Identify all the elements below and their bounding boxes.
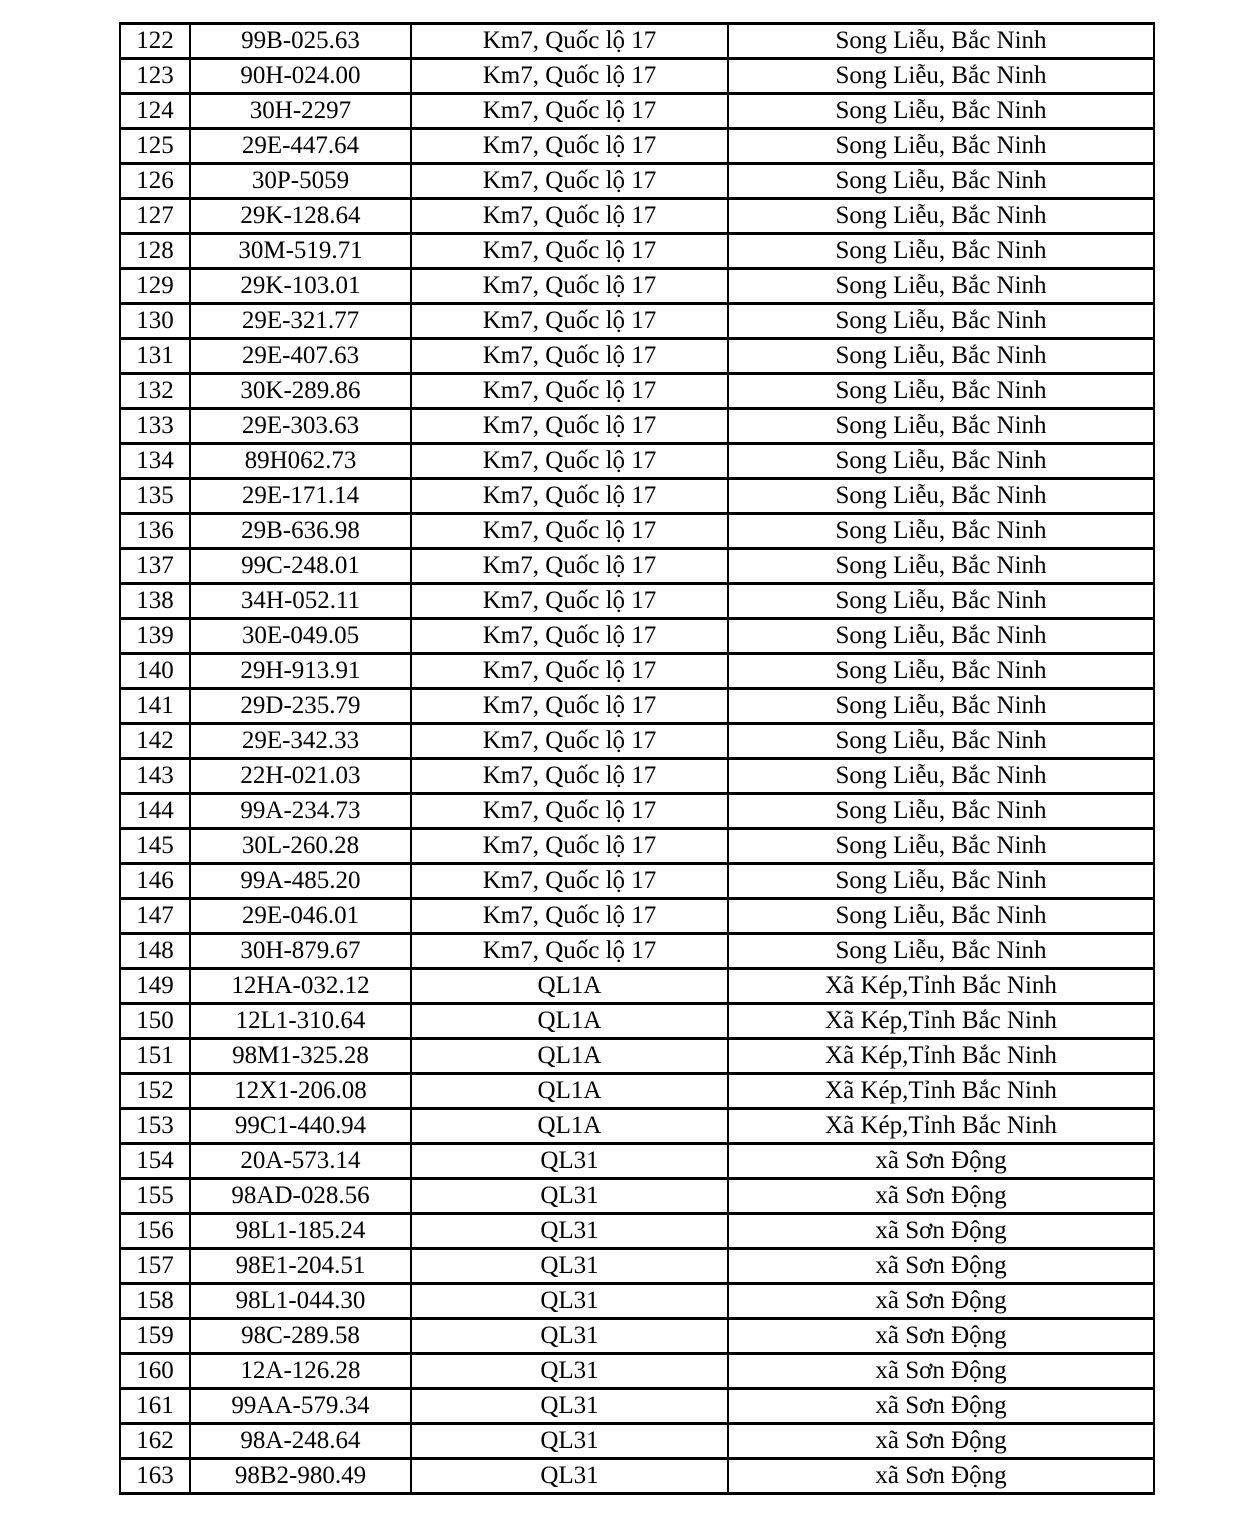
- table-row: [120, 1214, 1154, 1249]
- road-cell: Km7, Quốc lộ 17: [411, 584, 728, 619]
- road-cell: QL31: [411, 1144, 728, 1179]
- place-cell: xã Sơn Động: [728, 1284, 1154, 1319]
- road-cell: QL1A: [411, 969, 728, 1004]
- row-number-cell: 153: [120, 1109, 190, 1144]
- plate-cell: 29E-342.33: [190, 724, 411, 759]
- table-row: [120, 549, 1154, 584]
- place-cell: Song Liễu, Bắc Ninh: [728, 759, 1154, 794]
- plate-cell: 90H-024.00: [190, 59, 411, 94]
- place-cell: Song Liễu, Bắc Ninh: [728, 269, 1154, 304]
- row-number-cell: 132: [120, 374, 190, 409]
- plate-cell: 12L1-310.64: [190, 1004, 411, 1039]
- plate-cell: 99C-248.01: [190, 549, 411, 584]
- road-cell: Km7, Quốc lộ 17: [411, 479, 728, 514]
- plate-cell: 98L1-185.24: [190, 1214, 411, 1249]
- row-number-cell: 131: [120, 339, 190, 374]
- plate-cell: 29E-447.64: [190, 129, 411, 164]
- road-cell: QL31: [411, 1249, 728, 1284]
- road-cell: Km7, Quốc lộ 17: [411, 864, 728, 899]
- road-cell: QL1A: [411, 1109, 728, 1144]
- plate-cell: 99A-485.20: [190, 864, 411, 899]
- plate-cell: 29D-235.79: [190, 689, 411, 724]
- table-row: [120, 934, 1154, 969]
- place-cell: xã Sơn Động: [728, 1459, 1154, 1494]
- road-cell: Km7, Quốc lộ 17: [411, 724, 728, 759]
- plate-cell: 12A-126.28: [190, 1354, 411, 1389]
- table-row: [120, 199, 1154, 234]
- place-cell: Xã Kép,Tỉnh Bắc Ninh: [728, 1109, 1154, 1144]
- plate-cell: 34H-052.11: [190, 584, 411, 619]
- table-row: [120, 724, 1154, 759]
- table-row: [120, 1109, 1154, 1144]
- row-number-cell: 143: [120, 759, 190, 794]
- row-number-cell: 126: [120, 164, 190, 199]
- row-number-cell: 130: [120, 304, 190, 339]
- road-cell: QL1A: [411, 1074, 728, 1109]
- place-cell: Song Liễu, Bắc Ninh: [728, 654, 1154, 689]
- place-cell: Song Liễu, Bắc Ninh: [728, 129, 1154, 164]
- plate-cell: 30K-289.86: [190, 374, 411, 409]
- plate-cell: 99A-234.73: [190, 794, 411, 829]
- row-number-cell: 151: [120, 1039, 190, 1074]
- plate-cell: 98AD-028.56: [190, 1179, 411, 1214]
- plate-cell: 29K-128.64: [190, 199, 411, 234]
- row-number-cell: 125: [120, 129, 190, 164]
- place-cell: Song Liễu, Bắc Ninh: [728, 724, 1154, 759]
- place-cell: Song Liễu, Bắc Ninh: [728, 234, 1154, 269]
- road-cell: Km7, Quốc lộ 17: [411, 199, 728, 234]
- plate-cell: 98C-289.58: [190, 1319, 411, 1354]
- table-row: [120, 1074, 1154, 1109]
- place-cell: Song Liễu, Bắc Ninh: [728, 619, 1154, 654]
- table-row: [120, 584, 1154, 619]
- plate-cell: 29H-913.91: [190, 654, 411, 689]
- place-cell: xã Sơn Động: [728, 1319, 1154, 1354]
- row-number-cell: 137: [120, 549, 190, 584]
- table-row: [120, 689, 1154, 724]
- table-row: [120, 479, 1154, 514]
- table-row: [120, 829, 1154, 864]
- table-row: [120, 759, 1154, 794]
- row-number-cell: 142: [120, 724, 190, 759]
- table-body: [120, 24, 1154, 1494]
- plate-cell: 99B-025.63: [190, 24, 411, 59]
- plate-cell: 29E-171.14: [190, 479, 411, 514]
- place-cell: Xã Kép,Tỉnh Bắc Ninh: [728, 969, 1154, 1004]
- place-cell: Song Liễu, Bắc Ninh: [728, 549, 1154, 584]
- row-number-cell: 129: [120, 269, 190, 304]
- road-cell: QL31: [411, 1389, 728, 1424]
- plate-cell: 99AA-579.34: [190, 1389, 411, 1424]
- road-cell: QL1A: [411, 1004, 728, 1039]
- row-number-cell: 148: [120, 934, 190, 969]
- table-row: [120, 514, 1154, 549]
- plate-cell: 30P-5059: [190, 164, 411, 199]
- row-number-cell: 128: [120, 234, 190, 269]
- place-cell: xã Sơn Động: [728, 1214, 1154, 1249]
- place-cell: Song Liễu, Bắc Ninh: [728, 409, 1154, 444]
- plate-cell: 29E-303.63: [190, 409, 411, 444]
- row-number-cell: 147: [120, 899, 190, 934]
- table-row: [120, 619, 1154, 654]
- place-cell: Song Liễu, Bắc Ninh: [728, 479, 1154, 514]
- row-number-cell: 152: [120, 1074, 190, 1109]
- row-number-cell: 134: [120, 444, 190, 479]
- plate-cell: 29E-046.01: [190, 899, 411, 934]
- plate-cell: 30M-519.71: [190, 234, 411, 269]
- row-number-cell: 127: [120, 199, 190, 234]
- table-row: [120, 1424, 1154, 1459]
- place-cell: xã Sơn Động: [728, 1249, 1154, 1284]
- table-row: [120, 1354, 1154, 1389]
- place-cell: Xã Kép,Tỉnh Bắc Ninh: [728, 1039, 1154, 1074]
- row-number-cell: 157: [120, 1249, 190, 1284]
- table-row: [120, 304, 1154, 339]
- place-cell: Song Liễu, Bắc Ninh: [728, 584, 1154, 619]
- plate-cell: 98M1-325.28: [190, 1039, 411, 1074]
- place-cell: Xã Kép,Tỉnh Bắc Ninh: [728, 1074, 1154, 1109]
- road-cell: Km7, Quốc lộ 17: [411, 374, 728, 409]
- place-cell: xã Sơn Động: [728, 1354, 1154, 1389]
- road-cell: Km7, Quốc lộ 17: [411, 94, 728, 129]
- row-number-cell: 158: [120, 1284, 190, 1319]
- row-number-cell: 146: [120, 864, 190, 899]
- plate-cell: 29E-321.77: [190, 304, 411, 339]
- place-cell: xã Sơn Động: [728, 1389, 1154, 1424]
- road-cell: Km7, Quốc lộ 17: [411, 759, 728, 794]
- row-number-cell: 150: [120, 1004, 190, 1039]
- place-cell: Song Liễu, Bắc Ninh: [728, 24, 1154, 59]
- road-cell: Km7, Quốc lộ 17: [411, 339, 728, 374]
- row-number-cell: 144: [120, 794, 190, 829]
- place-cell: Song Liễu, Bắc Ninh: [728, 794, 1154, 829]
- table-row: [120, 864, 1154, 899]
- place-cell: Song Liễu, Bắc Ninh: [728, 94, 1154, 129]
- table-row: [120, 969, 1154, 1004]
- road-cell: Km7, Quốc lộ 17: [411, 689, 728, 724]
- table-row: [120, 1249, 1154, 1284]
- road-cell: Km7, Quốc lộ 17: [411, 129, 728, 164]
- place-cell: Song Liễu, Bắc Ninh: [728, 934, 1154, 969]
- road-cell: Km7, Quốc lộ 17: [411, 24, 728, 59]
- table-row: [120, 339, 1154, 374]
- road-cell: Km7, Quốc lộ 17: [411, 514, 728, 549]
- plate-cell: 30H-2297: [190, 94, 411, 129]
- plate-cell: 30E-049.05: [190, 619, 411, 654]
- table-row: [120, 409, 1154, 444]
- road-cell: Km7, Quốc lộ 17: [411, 164, 728, 199]
- plate-cell: 12X1-206.08: [190, 1074, 411, 1109]
- table-row: [120, 1004, 1154, 1039]
- row-number-cell: 133: [120, 409, 190, 444]
- row-number-cell: 123: [120, 59, 190, 94]
- road-cell: Km7, Quốc lộ 17: [411, 654, 728, 689]
- plate-cell: 20A-573.14: [190, 1144, 411, 1179]
- road-cell: QL31: [411, 1319, 728, 1354]
- plate-cell: 30L-260.28: [190, 829, 411, 864]
- row-number-cell: 162: [120, 1424, 190, 1459]
- row-number-cell: 163: [120, 1459, 190, 1494]
- row-number-cell: 160: [120, 1354, 190, 1389]
- road-cell: Km7, Quốc lộ 17: [411, 304, 728, 339]
- plate-cell: 12HA-032.12: [190, 969, 411, 1004]
- place-cell: Song Liễu, Bắc Ninh: [728, 339, 1154, 374]
- road-cell: Km7, Quốc lộ 17: [411, 409, 728, 444]
- road-cell: QL31: [411, 1214, 728, 1249]
- row-number-cell: 135: [120, 479, 190, 514]
- row-number-cell: 122: [120, 24, 190, 59]
- road-cell: Km7, Quốc lộ 17: [411, 444, 728, 479]
- row-number-cell: 138: [120, 584, 190, 619]
- road-cell: QL31: [411, 1179, 728, 1214]
- plate-cell: 29K-103.01: [190, 269, 411, 304]
- place-cell: xã Sơn Động: [728, 1424, 1154, 1459]
- road-cell: Km7, Quốc lộ 17: [411, 794, 728, 829]
- place-cell: xã Sơn Động: [728, 1179, 1154, 1214]
- vehicle-plate-table: [119, 22, 1155, 1495]
- row-number-cell: 140: [120, 654, 190, 689]
- road-cell: Km7, Quốc lộ 17: [411, 59, 728, 94]
- table-row: [120, 1144, 1154, 1179]
- row-number-cell: 161: [120, 1389, 190, 1424]
- plate-cell: 22H-021.03: [190, 759, 411, 794]
- road-cell: Km7, Quốc lộ 17: [411, 619, 728, 654]
- row-number-cell: 124: [120, 94, 190, 129]
- table-row: [120, 899, 1154, 934]
- plate-cell: 30H-879.67: [190, 934, 411, 969]
- plate-cell: 98B2-980.49: [190, 1459, 411, 1494]
- row-number-cell: 145: [120, 829, 190, 864]
- plate-cell: 98L1-044.30: [190, 1284, 411, 1319]
- row-number-cell: 139: [120, 619, 190, 654]
- place-cell: Song Liễu, Bắc Ninh: [728, 199, 1154, 234]
- table-row: [120, 1389, 1154, 1424]
- table-row: [120, 24, 1154, 59]
- table-row: [120, 444, 1154, 479]
- plate-cell: 98E1-204.51: [190, 1249, 411, 1284]
- place-cell: Song Liễu, Bắc Ninh: [728, 829, 1154, 864]
- place-cell: Song Liễu, Bắc Ninh: [728, 374, 1154, 409]
- place-cell: Song Liễu, Bắc Ninh: [728, 59, 1154, 94]
- road-cell: Km7, Quốc lộ 17: [411, 549, 728, 584]
- plate-cell: 98A-248.64: [190, 1424, 411, 1459]
- table-row: [120, 269, 1154, 304]
- road-cell: QL31: [411, 1354, 728, 1389]
- table-row: [120, 374, 1154, 409]
- plate-cell: 29E-407.63: [190, 339, 411, 374]
- row-number-cell: 149: [120, 969, 190, 1004]
- road-cell: QL31: [411, 1424, 728, 1459]
- row-number-cell: 141: [120, 689, 190, 724]
- table-row: [120, 1284, 1154, 1319]
- road-cell: Km7, Quốc lộ 17: [411, 829, 728, 864]
- table-row: [120, 1179, 1154, 1214]
- place-cell: Xã Kép,Tỉnh Bắc Ninh: [728, 1004, 1154, 1039]
- plate-cell: 99C1-440.94: [190, 1109, 411, 1144]
- row-number-cell: 155: [120, 1179, 190, 1214]
- table-row: [120, 164, 1154, 199]
- road-cell: QL1A: [411, 1039, 728, 1074]
- place-cell: Song Liễu, Bắc Ninh: [728, 864, 1154, 899]
- plate-cell: 29B-636.98: [190, 514, 411, 549]
- table-row: [120, 1459, 1154, 1494]
- place-cell: Song Liễu, Bắc Ninh: [728, 444, 1154, 479]
- table-row: [120, 59, 1154, 94]
- table-row: [120, 654, 1154, 689]
- table-row: [120, 94, 1154, 129]
- road-cell: Km7, Quốc lộ 17: [411, 234, 728, 269]
- table-row: [120, 1039, 1154, 1074]
- place-cell: Song Liễu, Bắc Ninh: [728, 899, 1154, 934]
- table-row: [120, 1319, 1154, 1354]
- road-cell: Km7, Quốc lộ 17: [411, 269, 728, 304]
- road-cell: QL31: [411, 1284, 728, 1319]
- road-cell: QL31: [411, 1459, 728, 1494]
- place-cell: Song Liễu, Bắc Ninh: [728, 689, 1154, 724]
- place-cell: xã Sơn Động: [728, 1144, 1154, 1179]
- table-row: [120, 129, 1154, 164]
- place-cell: Song Liễu, Bắc Ninh: [728, 304, 1154, 339]
- row-number-cell: 136: [120, 514, 190, 549]
- row-number-cell: 156: [120, 1214, 190, 1249]
- road-cell: Km7, Quốc lộ 17: [411, 899, 728, 934]
- place-cell: Song Liễu, Bắc Ninh: [728, 164, 1154, 199]
- row-number-cell: 154: [120, 1144, 190, 1179]
- table-row: [120, 234, 1154, 269]
- place-cell: Song Liễu, Bắc Ninh: [728, 514, 1154, 549]
- table-row: [120, 794, 1154, 829]
- row-number-cell: 159: [120, 1319, 190, 1354]
- plate-cell: 89H062.73: [190, 444, 411, 479]
- road-cell: Km7, Quốc lộ 17: [411, 934, 728, 969]
